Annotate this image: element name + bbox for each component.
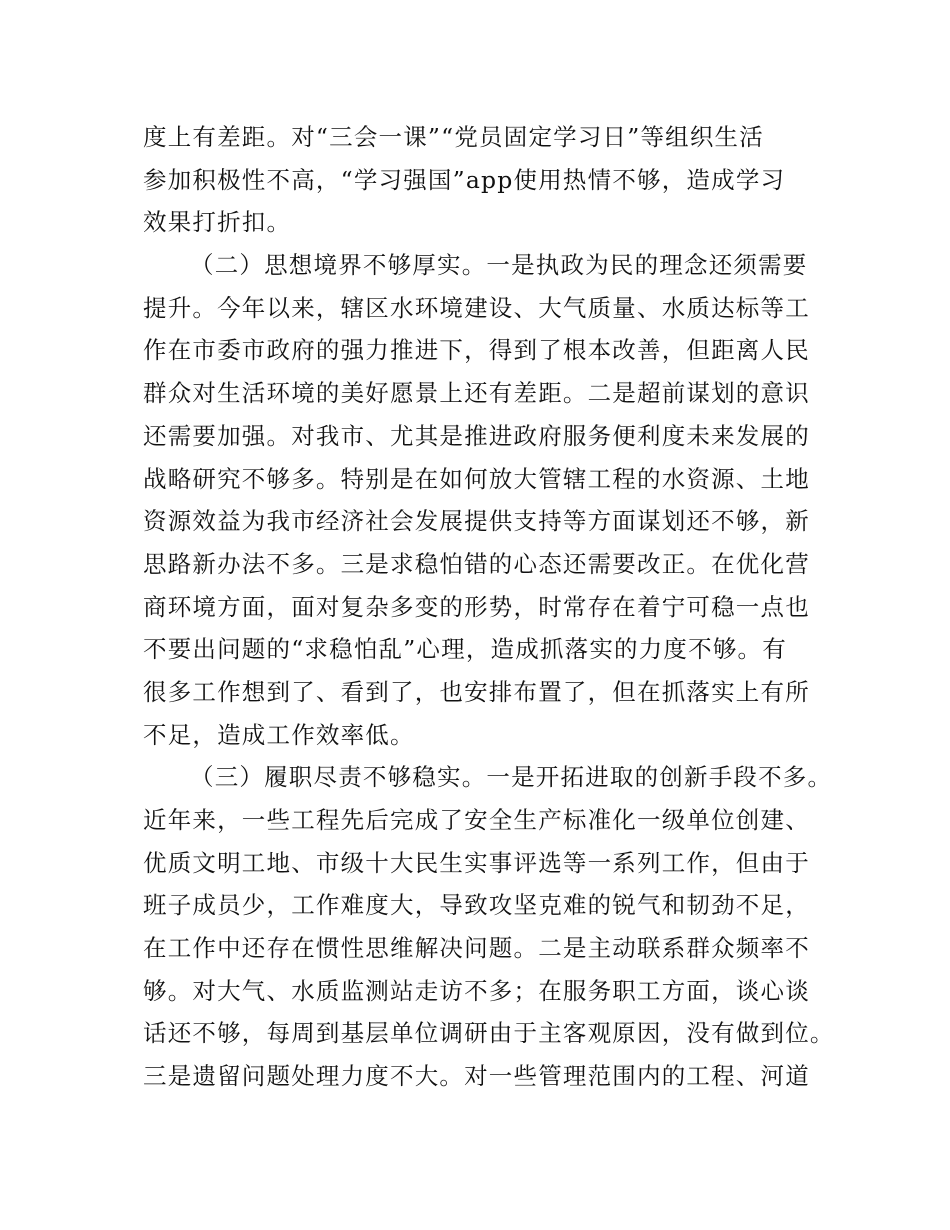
text-line: 够。对大气、水质监测站走访不多；在服务职工方面，谈心谈 [143,976,810,1005]
text-line: 班子成员少，工作难度大，导致攻坚克难的锐气和韧劲不足， [143,891,810,920]
text-line: 资源效益为我市经济社会发展提供支持等方面谋划还不够，新 [143,507,810,536]
body-text [143,116,835,1098]
section-heading-line: （二）思想境界不够厚实。一是执政为民的理念还须需要 [190,251,808,280]
text-line: 效果打折扣。 [143,208,292,237]
text-line: 很多工作想到了、看到了，也安排布置了，但在抓落实上有所 [143,677,810,706]
text-line: 优质文明工地、市级十大民生实事评选等一系列工作，但由于 [143,848,810,877]
text-line: 思路新办法不多。三是求稳怕错的心态还需要改正。在优化营 [143,549,810,578]
section-heading-line: （三）履职尽责不够稳实。一是开拓进取的创新手段不多。 [190,763,833,792]
text-line: 三是遗留问题处理力度不大。对一些管理范围内的工程、河道 [143,1062,810,1091]
text-line: 群众对生活环境的美好愿景上还有差距。二是超前谋划的意识 [143,379,810,408]
text-line: 话还不够，每周到基层单位调研由于主客观原因，没有做到位。 [143,1019,835,1048]
text-line: 作在市委市政府的强力推进下，得到了根本改善，但距离人民 [143,336,810,365]
text-line: 不足，造成工作效率低。 [143,720,415,749]
text-line: 近年来，一些工程先后完成了安全生产标准化一级单位创建、 [143,806,810,834]
text-line: 还需要加强。对我市、尤其是推进政府服务便利度未来发展的 [143,421,810,450]
text-line: 商环境方面，面对复杂多变的形势，时常存在着宁可稳一点也 [143,592,810,621]
text-line: 战略研究不够多。特别是在如何放大管辖工程的水资源、土地 [143,464,810,493]
text-line: 不要出问题的“求稳怕乱”心理，造成抓落实的力度不够。有 [143,635,787,664]
text-line: 参加积极性不高，“学习强国”app使用热情不够，造成学习 [143,165,786,194]
text-line: 提升。今年以来，辖区水环境建设、大气质量、水质达标等工 [143,293,810,322]
text-line: 在工作中还存在惯性思维解决问题。二是主动联系群众频率不 [143,934,810,963]
text-line: 度上有差距。对“三会一课”“党员固定学习日”等组织生活 [143,123,764,151]
